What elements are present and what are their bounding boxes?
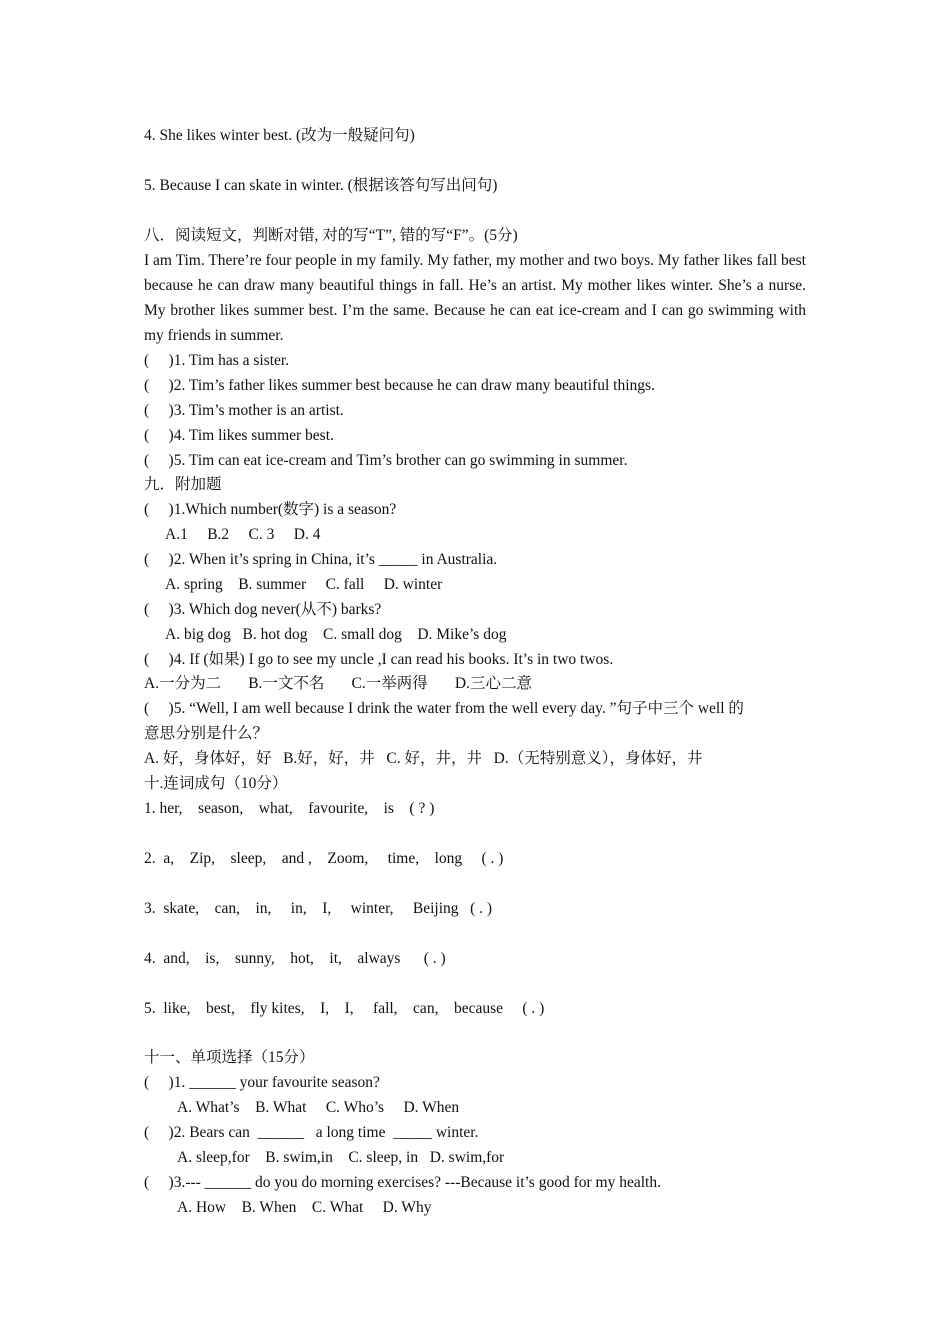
part9-options-5: A. 好，身体好，好 B.好，好，井 C. 好，井，井 D.（无特别意义），身体好，井 (144, 750, 703, 767)
part10-item-2: 2. a, Zip, sleep, and , Zoom, time, long ( . ) (144, 850, 504, 867)
part11-question-1: ( )1. ______ your favourite season? (144, 1074, 380, 1091)
part8-item-2: ( )2. Tim’s father likes summer best because he can draw many beautiful things. (144, 377, 655, 394)
part11-question-2: ( )2. Bears can ______ a long time _____ winter. (144, 1124, 479, 1141)
part8-item-5: ( )5. Tim can eat ice-cream and Tim’s brother can go swimming in summer. (144, 452, 628, 469)
part9-heading: 九．附加题 (144, 476, 222, 493)
part8-item-1: ( )1. Tim has a sister. (144, 352, 290, 369)
part7-item-4: 4. She likes winter best. (改为一般疑问句) (144, 127, 415, 144)
part9-question-1: ( )1.Which number(数字) is a season? (144, 501, 397, 518)
part9-options-3: A. big dog B. hot dog C. small dog D. Mike’s dog (165, 626, 507, 643)
part10-heading: 十.连词成句（10分） (144, 775, 288, 792)
part9-options-2: A. spring B. summer C. fall D. winter (165, 576, 443, 593)
part8-passage: I am Tim. There’re four people in my family. My father, my mother and two boys. My father likes fall best because he can draw many beautiful things in fall. He’s an artist. My mother likes winter. She’s a nurse. My brother likes summer best. I’m the same. Because he can eat ice-cream and I can go swimming with my friends in summer. (144, 252, 806, 344)
part11-options-2: A. sleep,for B. swim,in C. sleep, in D. swim,for (177, 1149, 505, 1166)
part10-item-1: 1. her, season, what, favourite, is ( ? ) (144, 800, 435, 817)
part9-question-5: ( )5. “Well, I am well because I drink the water from the well every day. ”句子中三个 well 的 (144, 700, 744, 717)
part7-item-5: 5. Because I can skate in winter. (根据该答句写出问句) (144, 177, 498, 194)
part10-item-5: 5. like, best, fly kites, I, I, fall, can, because ( . ) (144, 1000, 545, 1017)
part8-heading: 八．阅读短文，判断对错, 对的写“T”, 错的写“F”。(5分) (144, 227, 518, 244)
part10-item-3: 3. skate, can, in, in, I, winter, Beijing ( . ) (144, 900, 493, 917)
part11-options-1: A. What’s B. What C. Who’s D. When (177, 1099, 460, 1116)
part9-options-4: A.一分为二 B.一文不名 C.一举两得 D.三心二意 (144, 675, 532, 692)
part11-heading: 十一、单项选择（15分） (144, 1049, 315, 1066)
part9-options-1: A.1 B.2 C. 3 D. 4 (165, 526, 321, 543)
part9-question-5-cont: 意思分别是什么？ (144, 725, 269, 742)
part8-item-3: ( )3. Tim’s mother is an artist. (144, 402, 344, 419)
part8-item-4: ( )4. Tim likes summer best. (144, 427, 334, 444)
part9-question-2: ( )2. When it’s spring in China, it’s _____ in Australia. (144, 551, 498, 568)
part11-question-3: ( )3.--- ______ do you do morning exercises? ---Because it’s good for my health. (144, 1174, 661, 1191)
part11-options-3: A. How B. When C. What D. Why (177, 1199, 432, 1216)
part9-question-3: ( )3. Which dog never(从不) barks? (144, 601, 382, 618)
part10-item-4: 4. and, is, sunny, hot, it, always ( . ) (144, 950, 446, 967)
part9-question-4: ( )4. If (如果) I go to see my uncle ,I can read his books. It’s in two twos. (144, 651, 614, 668)
